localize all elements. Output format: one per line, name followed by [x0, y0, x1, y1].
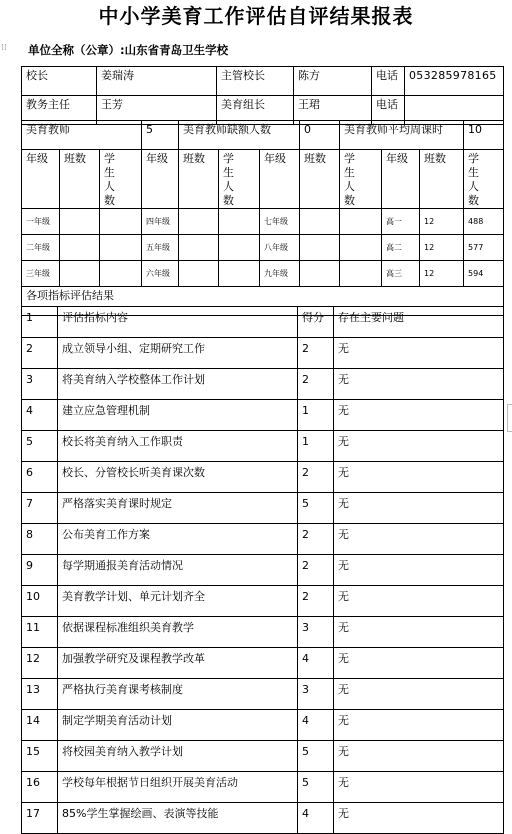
students-header: 学生人数: [219, 150, 260, 209]
item-score: 4: [298, 710, 334, 741]
item-problem: 无: [334, 710, 504, 741]
students-cell: [340, 235, 382, 261]
classes-cell: [179, 235, 219, 261]
classes-header: 班数: [60, 150, 100, 209]
report-title: 中小学美育工作评估自评结果报表: [98, 4, 414, 28]
items-header-score: 得分: [298, 307, 334, 338]
item-score: 2: [298, 555, 334, 586]
item-score: 2: [298, 586, 334, 617]
classes-header: 班数: [300, 150, 340, 209]
item-content: 成立领导小组、定期研究工作: [58, 338, 298, 369]
items-header-problem: 存在主要问题: [334, 307, 504, 338]
table-row: [22, 338, 504, 369]
table-row: [22, 586, 504, 617]
item-content: 严格落实美育课时规定: [58, 493, 298, 524]
item-problem: 无: [334, 555, 504, 586]
leader-value: 王珺: [294, 96, 372, 125]
students-cell: [100, 261, 142, 287]
classes-cell: [179, 261, 219, 287]
item-score: 4: [298, 803, 334, 834]
item-problem: 无: [334, 617, 504, 648]
item-content: 学校每年根据节日组织开展美育活动: [58, 772, 298, 803]
table-row: [22, 369, 504, 400]
item-content: 每学期通报美育活动情况: [58, 555, 298, 586]
item-content: 制定学期美育活动计划: [58, 710, 298, 741]
item-number: 7: [22, 493, 58, 524]
item-problem: 无: [334, 493, 504, 524]
grade-header: 年级: [382, 150, 420, 209]
classes-cell: 12: [420, 261, 464, 287]
item-problem: 无: [334, 679, 504, 710]
grade-cell: 九年级: [260, 261, 300, 287]
table-row: [22, 648, 504, 679]
students-cell: [219, 261, 260, 287]
classes-cell: [60, 261, 100, 287]
item-problem: 无: [334, 369, 504, 400]
item-content: 将美育纳入学校整体工作计划: [58, 369, 298, 400]
item-problem: 无: [334, 586, 504, 617]
grade-cell: 六年级: [142, 261, 179, 287]
unit-label: 单位全称（公章）:: [28, 43, 125, 57]
item-score: 3: [298, 679, 334, 710]
item-score: 2: [298, 338, 334, 369]
item-content: 校长、分管校长听美育课次数: [58, 462, 298, 493]
teacher-count-value: 5: [142, 121, 179, 150]
item-score: 2: [298, 524, 334, 555]
item-number: 8: [22, 524, 58, 555]
item-number: 14: [22, 710, 58, 741]
classes-cell: 12: [420, 235, 464, 261]
table-row: [22, 400, 504, 431]
item-score: 5: [298, 772, 334, 803]
classes-cell: [300, 261, 340, 287]
director-label: 主管校长: [217, 67, 294, 96]
students-cell: [340, 209, 382, 235]
item-content: 严格执行美育课考核制度: [58, 679, 298, 710]
leader-label: 美育组长: [217, 96, 294, 125]
students-header: 学生人数: [100, 150, 142, 209]
grade-row: [22, 235, 504, 261]
unit-value: 山东省青岛卫生学校: [124, 43, 229, 57]
phone2-label: 电话: [372, 96, 405, 125]
item-number: 12: [22, 648, 58, 679]
item-content: 将校园美育纳入教学计划: [58, 741, 298, 772]
item-score: 5: [298, 741, 334, 772]
teacher-count-label: 美育教师: [22, 121, 142, 150]
classes-cell: 12: [420, 209, 464, 235]
classes-cell: [179, 209, 219, 235]
table-row: [22, 803, 504, 834]
dean-value: 王芳: [97, 96, 217, 125]
grades-table: [21, 120, 504, 316]
classes-cell: [60, 235, 100, 261]
item-content: 建立应急管理机制: [58, 400, 298, 431]
item-number: 4: [22, 400, 58, 431]
grade-cell: 二年级: [22, 235, 60, 261]
grade-header: 年级: [22, 150, 60, 209]
grade-row: [22, 261, 504, 287]
item-score: 3: [298, 617, 334, 648]
item-number: 5: [22, 431, 58, 462]
item-problem: 无: [334, 462, 504, 493]
grade-header: 年级: [260, 150, 300, 209]
phone-value: 053285978165: [405, 67, 504, 96]
students-cell: [340, 261, 382, 287]
item-content: 依据课程标准组织美育教学: [58, 617, 298, 648]
item-score: 4: [298, 648, 334, 679]
grade-cell: 八年级: [260, 235, 300, 261]
scroll-marker: [507, 404, 512, 432]
dean-label: 教务主任: [22, 96, 97, 125]
table-row: [22, 617, 504, 648]
students-cell: [100, 235, 142, 261]
item-number: 11: [22, 617, 58, 648]
students-header: 学生人数: [340, 150, 382, 209]
item-content: 加强教学研究及课程教学改革: [58, 648, 298, 679]
students-cell: 488: [464, 209, 504, 235]
table-row: [22, 772, 504, 803]
grade-cell: 高三: [382, 261, 420, 287]
table-row: [22, 493, 504, 524]
item-content: 校长将美育纳入工作职责: [58, 431, 298, 462]
item-content: 85%学生掌握绘画、表演等技能: [58, 803, 298, 834]
teacher-hours-value: 10: [464, 121, 504, 150]
item-score: 1: [298, 431, 334, 462]
grade-cell: 一年级: [22, 209, 60, 235]
table-row: [22, 555, 504, 586]
table-row: [22, 741, 504, 772]
principal-value: 姜瑞涛: [97, 67, 217, 96]
item-number: 6: [22, 462, 58, 493]
teacher-shortage-value: 0: [300, 121, 340, 150]
table-row: [22, 431, 504, 462]
item-problem: 无: [334, 524, 504, 555]
item-score: 2: [298, 369, 334, 400]
item-number: 13: [22, 679, 58, 710]
section-label: 各项指标评估结果: [22, 287, 504, 316]
director-value: 陈方: [294, 67, 372, 96]
item-number: 10: [22, 586, 58, 617]
grade-row: [22, 209, 504, 235]
students-header: 学生人数: [464, 150, 504, 209]
classes-cell: [300, 235, 340, 261]
grade-cell: 三年级: [22, 261, 60, 287]
item-problem: 无: [334, 648, 504, 679]
item-problem: 无: [334, 772, 504, 803]
staff-table: [21, 66, 504, 125]
phone-label: 电话: [372, 67, 405, 96]
principal-label: 校长: [22, 67, 97, 96]
item-number: 17: [22, 803, 58, 834]
classes-cell: [60, 209, 100, 235]
item-problem: 无: [334, 803, 504, 834]
item-number: 2: [22, 338, 58, 369]
item-content: 美育教学计划、单元计划齐全: [58, 586, 298, 617]
classes-header: 班数: [179, 150, 219, 209]
table-row: [22, 710, 504, 741]
item-problem: 无: [334, 741, 504, 772]
items-header-content: 评估指标内容: [58, 307, 298, 338]
classes-header: 班数: [420, 150, 464, 209]
item-number: 16: [22, 772, 58, 803]
grade-cell: 五年级: [142, 235, 179, 261]
item-problem: 无: [334, 400, 504, 431]
items-table: [21, 306, 504, 834]
classes-cell: [300, 209, 340, 235]
grade-cell: 七年级: [260, 209, 300, 235]
items-header-no: 1: [22, 307, 58, 338]
students-cell: [100, 209, 142, 235]
teacher-shortage-label: 美育教师缺额人数: [179, 121, 300, 150]
item-score: 5: [298, 493, 334, 524]
students-cell: [219, 209, 260, 235]
item-number: 3: [22, 369, 58, 400]
item-score: 1: [298, 400, 334, 431]
item-number: 9: [22, 555, 58, 586]
item-score: 2: [298, 462, 334, 493]
table-row: [22, 679, 504, 710]
item-number: 15: [22, 741, 58, 772]
students-cell: 594: [464, 261, 504, 287]
students-cell: [219, 235, 260, 261]
table-row: [22, 462, 504, 493]
item-problem: 无: [334, 338, 504, 369]
grade-header: 年级: [142, 150, 179, 209]
item-problem: 无: [334, 431, 504, 462]
table-row: [22, 524, 504, 555]
drag-handle-icon[interactable]: ⁞⁞: [1, 43, 7, 53]
unit-line: [28, 42, 228, 58]
grade-cell: 四年级: [142, 209, 179, 235]
teacher-hours-label: 美育教师平均周课时: [340, 121, 464, 150]
students-cell: 577: [464, 235, 504, 261]
grade-cell: 高二: [382, 235, 420, 261]
item-content: 公布美育工作方案: [58, 524, 298, 555]
grade-cell: 高一: [382, 209, 420, 235]
